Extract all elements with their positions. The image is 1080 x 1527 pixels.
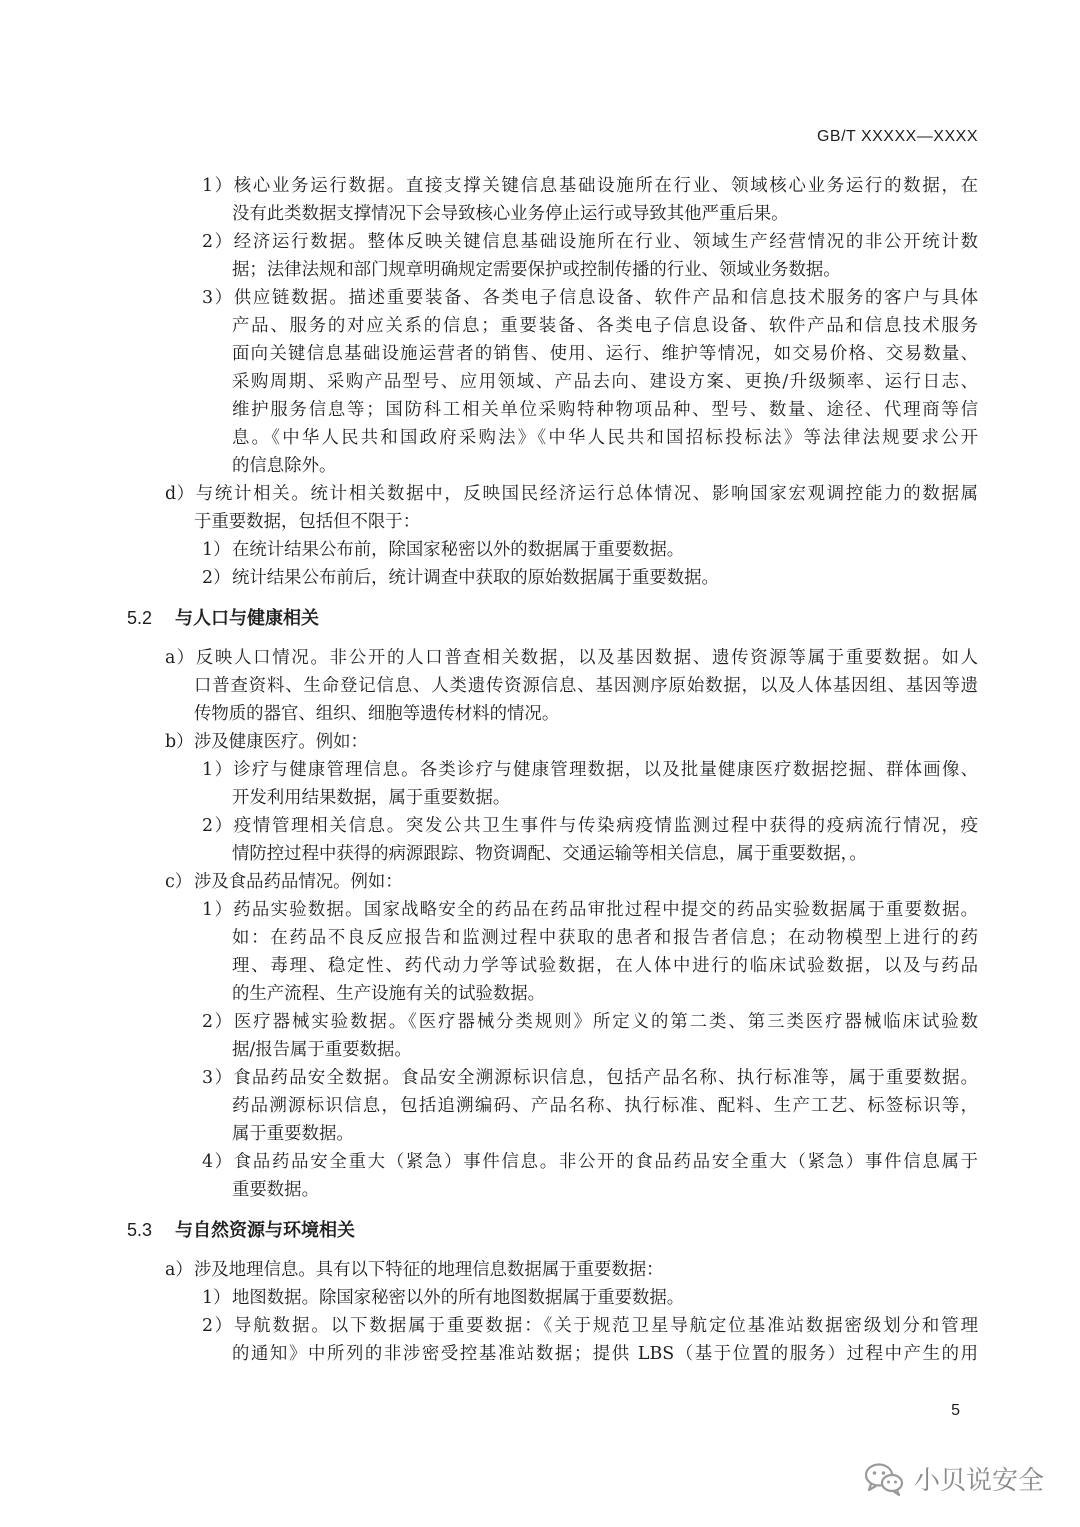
list-item-continuation: 属于重要数据。	[232, 1124, 354, 1144]
list-item: 2）经济运行数据。整体反映关键信息基础设施所在行业、领域生产经营情况的非公开统计数	[202, 232, 978, 252]
lettered-item: a）反映人口情况。非公开的人口普查相关数据，以及基因数据、遗传资源等属于重要数据。如人	[165, 648, 978, 668]
lettered-item-continuation: 口普查资料、生命登记信息、人类遗传资源信息、基因测序原始数据，以及人体基因组、基因等遗	[194, 676, 978, 696]
list-item-continuation: 产品、服务的对应关系的信息；重要装备、各类电子信息设备、软件产品和信息技术服务	[232, 316, 978, 336]
list-item: 3）食品药品安全数据。食品安全溯源标识信息，包括产品名称、执行标准等，属于重要数据。	[202, 1068, 978, 1088]
lettered-item: d）与统计相关。统计相关数据中，反映国民经济运行总体情况、影响国家宏观调控能力的数据属	[165, 484, 978, 504]
lettered-item-continuation: 于重要数据，包括但不限于：	[194, 512, 421, 532]
lettered-item: a）涉及地理信息。具有以下特征的地理信息数据属于重要数据：	[165, 1260, 664, 1280]
list-item-continuation: 面向关键信息基础设施运营者的销售、使用、运行、维护等情况，如交易价格、交易数量、	[232, 344, 978, 364]
list-item: 4）食品药品安全重大（紧急）事件信息。非公开的食品药品安全重大（紧急）事件信息属于	[202, 1152, 978, 1172]
section-heading: 5.2 与人口与健康相关	[127, 608, 319, 628]
list-item-continuation: 的生产流程、生产设施有关的试验数据。	[232, 984, 546, 1004]
list-item: 1）药品实验数据。国家战略安全的药品在药品审批过程中提交的药品实验数据属于重要数据。	[202, 900, 978, 920]
section-heading: 5.3 与自然资源与环境相关	[127, 1220, 355, 1240]
list-item: 2）疫情管理相关信息。突发公共卫生事件与传染病疫情监测过程中获得的疫病流行情况，疫	[202, 816, 978, 836]
list-item: 3）供应链数据。描述重要装备、各类电子信息设备、软件产品和信息技术服务的客户与具体	[202, 288, 978, 308]
list-item-continuation: 如：在药品不良反应报告和监测过程中获取的患者和报告者信息；在动物模型上进行的药	[232, 928, 978, 948]
watermark-text: 小贝说安全	[913, 1466, 1044, 1496]
watermark	[864, 1460, 1044, 1497]
list-item-continuation: 开发利用结果数据，属于重要数据。	[232, 788, 511, 808]
list-item: 1）核心业务运行数据。直接支撑关键信息基础设施所在行业、领域核心业务运行的数据，在	[202, 176, 978, 196]
wechat-icon	[864, 1462, 904, 1496]
list-item: 2）导航数据。以下数据属于重要数据：《关于规范卫星导航定位基准站数据密级划分和管理	[202, 1316, 978, 1336]
lettered-item-continuation: 传物质的器官、组织、细胞等遗传材料的情况。	[194, 704, 560, 724]
list-item-continuation: 重要数据。	[232, 1180, 319, 1200]
list-item: 1）诊疗与健康管理信息。各类诊疗与健康管理数据，以及批量健康医疗数据挖掘、群体画像、	[202, 760, 978, 780]
page-number: 5	[951, 1402, 960, 1419]
list-item: 1）地图数据。除国家秘密以外的所有地图数据属于重要数据。	[202, 1288, 685, 1308]
list-item-continuation: 的通知》中所列的非涉密受控基准站数据；提供 LBS（基于位置的服务）过程中产生的用	[232, 1344, 978, 1364]
list-item-continuation: 采购周期、采购产品型号、应用领域、产品去向、建设方案、更换/升级频率、运行日志、	[232, 372, 978, 392]
list-item-continuation: 据；法律法规和部门规章明确规定需要保护或控制传播的行业、领域业务数据。	[232, 260, 841, 280]
list-item-continuation: 理、毒理、稳定性、药代动力学等试验数据，在人体中进行的临床试验数据，以及与药品	[232, 956, 978, 976]
list-item: 2）医疗器械实验数据。《医疗器械分类规则》所定义的第二类、第三类医疗器械临床试验数	[202, 1012, 978, 1032]
list-item: 1）在统计结果公布前，除国家秘密以外的数据属于重要数据。	[202, 540, 685, 560]
list-item-continuation: 药品溯源标识信息，包括追溯编码、产品名称、执行标准、配料、生产工艺、标签标识等，	[232, 1096, 978, 1116]
list-item-continuation: 没有此类数据支撑情况下会导致核心业务停止运行或导致其他严重后果。	[232, 204, 789, 224]
lettered-item: b）涉及健康医疗。例如：	[165, 732, 368, 752]
list-item-continuation: 情防控过程中获得的病源跟踪、物资调配、交通运输等相关信息，属于重要数据，。	[232, 844, 867, 864]
document-code: GB/T XXXXX—XXXX	[816, 128, 978, 145]
list-item-continuation: 的信息除外。	[232, 456, 337, 476]
list-item-continuation: 息。《中华人民共和国政府采购法》《中华人民共和国招标投标法》等法律法规要求公开	[232, 428, 978, 448]
lettered-item: c） 涉及食品药品情况。例如：	[165, 872, 403, 892]
list-item-continuation: 据/报告属于重要数据。	[232, 1040, 412, 1060]
list-item: 2）统计结果公布前后，统计调查中获取的原始数据属于重要数据。	[202, 568, 719, 588]
page-content	[0, 172, 1080, 1368]
list-item-continuation: 维护服务信息等；国防科工相关单位采购特种物项品种、型号、数量、途径、代理商等信	[232, 400, 978, 420]
